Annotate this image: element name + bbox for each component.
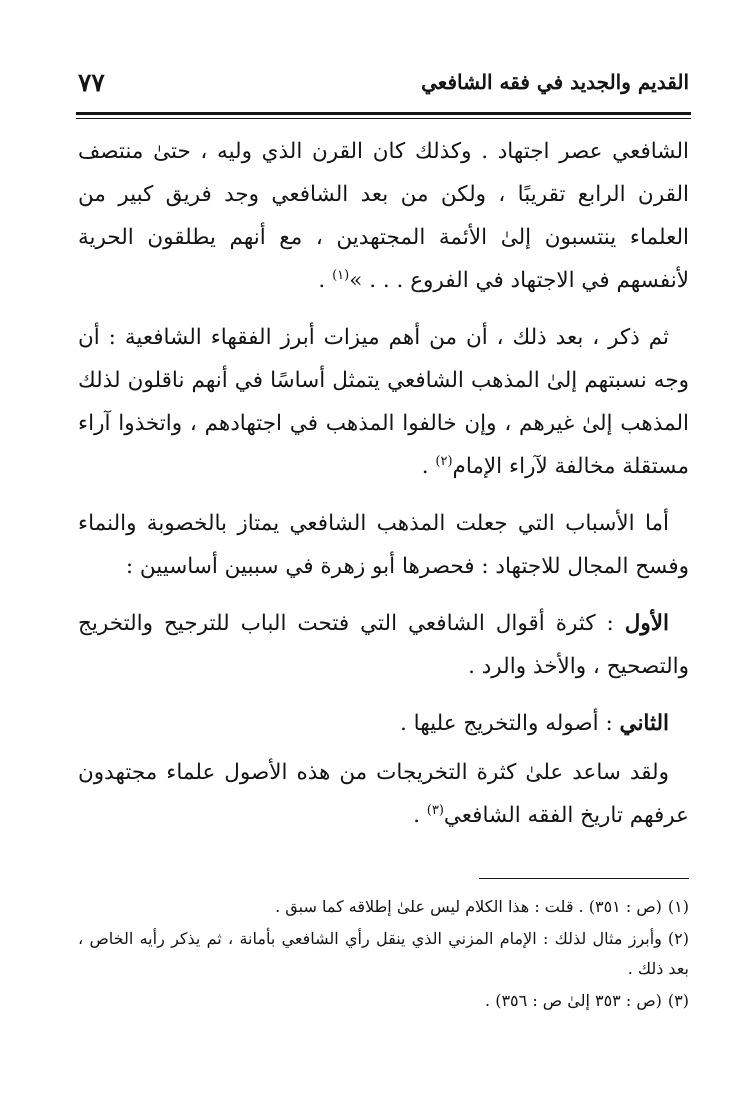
footnote-2-text: وأبرز مثال لذلك : الإمام المزني الذي ينقل رأي الشافعي بأمانة ، ثم يذكر رأيه الخاص ، بعد ذلك . bbox=[78, 929, 689, 978]
header-rule-thin bbox=[76, 118, 691, 119]
header-rule-thick bbox=[76, 112, 691, 115]
footnotes bbox=[78, 892, 689, 1018]
paragraph-6-end: . bbox=[413, 803, 427, 828]
paragraph-4 bbox=[78, 602, 689, 688]
footnote-separator bbox=[479, 878, 689, 879]
paragraph-3 bbox=[78, 502, 689, 588]
footnote-2 bbox=[78, 924, 689, 984]
paragraph-2-text: ثم ذكر ، بعد ذلك ، أن من أهم ميزات أبرز الفقهاء الشافعية : أن وجه نسبتهم إلىٰ المذهب الشافعي يتمثل أساسًا في أنهم ناقلون لذلك المذهب إلىٰ غيرهم ، وإن خالفوا المذهب في اجتهادهم ، واتخذوا آراء مستقلة مخالفة لآراء الإمام bbox=[78, 325, 689, 479]
paragraph-4-text: : كثرة أقوال الشافعي التي فتحت الباب للترجيح والتخريج والتصحيح ، والأخذ والرد . bbox=[78, 611, 689, 679]
paragraph-5 bbox=[78, 702, 689, 745]
page-header bbox=[78, 68, 689, 108]
paragraph-6-text: ولقد ساعد علىٰ كثرة التخريجات من هذه الأصول علماء مجتهدون عرفهم تاريخ الفقه الشافعي bbox=[78, 760, 689, 828]
footnote-3 bbox=[78, 986, 689, 1016]
body-text bbox=[78, 130, 689, 851]
page-number: ٧٧ bbox=[78, 68, 105, 97]
paragraph-2 bbox=[78, 316, 689, 488]
paragraph-1 bbox=[78, 130, 689, 302]
paragraph-5-label: الثاني bbox=[619, 711, 669, 736]
footnote-1-text: (ص : ٣٥١) . قلت : هذا الكلام ليس علىٰ إطلاقه كما سبق . bbox=[275, 897, 662, 916]
footnote-1-number: (١) bbox=[667, 897, 689, 916]
paragraph-1-end: . bbox=[318, 268, 333, 293]
footnote-ref-1: (١) bbox=[332, 267, 350, 283]
paragraph-2-end: . bbox=[421, 454, 436, 479]
paragraph-1-text: الشافعي عصر اجتهاد . وكذلك كان القرن الذي وليه ، حتىٰ منتصف القرن الرابع تقريبًا ، ولكن من بعد الشافعي وجد فريق كبير من العلماء ينتسبون إلىٰ الأئمة المجتهدين ، مع أنهم يطلقون الحرية لأنفسهم في الاجتهاد في الفروع . . . » bbox=[78, 139, 689, 293]
footnote-3-text: (ص : ٣٥٣ إلىٰ ص : ٣٥٦) . bbox=[485, 991, 662, 1010]
footnote-ref-3: (٣) bbox=[426, 802, 444, 818]
paragraph-6 bbox=[78, 751, 689, 837]
paragraph-4-label: الأول bbox=[624, 611, 669, 636]
footnote-2-number: (٢) bbox=[667, 929, 689, 948]
footnote-3-number: (٣) bbox=[667, 991, 689, 1010]
paragraph-5-text: : أصوله والتخريج عليها . bbox=[399, 711, 620, 736]
footnote-ref-2: (٢) bbox=[435, 453, 453, 469]
footnote-1 bbox=[78, 892, 689, 922]
paragraph-3-text: أما الأسباب التي جعلت المذهب الشافعي يمتاز بالخصوبة والنماء وفسح المجال للاجتهاد : فحصرها أبو زهرة في سببين أساسيين : bbox=[78, 511, 689, 579]
running-title: القديم والجديد في فقه الشافعي bbox=[421, 70, 689, 94]
